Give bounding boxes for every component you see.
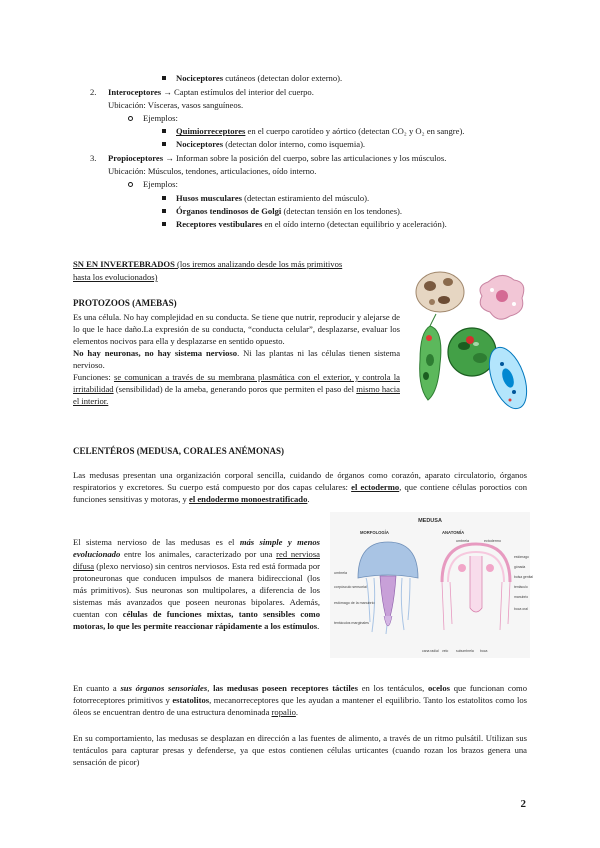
label-cana-radial: cana radial	[422, 649, 439, 653]
label-ectodermo: ectodermo	[484, 539, 501, 543]
label-manubrio: manubrio	[514, 595, 529, 599]
propioceptores-ubicacion: Ubicación: Músculos, tendones, articulaciones, oído interno.	[108, 166, 317, 176]
circle-bullet-icon	[128, 182, 133, 187]
square-bullet-icon	[162, 196, 166, 200]
label-tentaculos-left: tentáculos marginales	[334, 621, 369, 625]
section-heading-invertebrados-line2: hasta los evolucionados)	[73, 272, 158, 282]
label-boca-oral: boca oral	[514, 607, 528, 611]
diagram-right-title: ANATOMÍA	[442, 530, 465, 535]
ejemplos-label: Ejemplos:	[128, 178, 178, 190]
list-item-propioceptores: 3. Propioceptores → Informan sobre la posición del cuerpo, sobre las articulaciones y los músculos.	[90, 153, 447, 163]
diagram-left-title: MORFOLOGÍA	[360, 530, 389, 535]
protozoos-text	[73, 311, 400, 407]
protozoos-paragraph-2: No hay neuronas, no hay sistema nervioso. Ni las plantas ni las células tienen sistema nervioso.	[73, 348, 401, 371]
protozoa-illustration	[410, 268, 530, 428]
square-bullet-icon	[162, 129, 166, 133]
label-bolsa-genital: bolsa genital	[514, 575, 534, 579]
medusa-diagram	[330, 512, 534, 658]
label-tentaculo: tentáculo	[514, 585, 528, 589]
section-title-celenteros: CELENTÉROS (MEDUSA, CORALES ANÉMONAS)	[73, 446, 285, 456]
square-bullet-icon	[162, 76, 166, 80]
interoceptores-ubicacion: Ubicación: Vísceras, vasos sanguíneos.	[108, 100, 244, 110]
label-corpusculo: corpúsculo sensorial	[334, 585, 367, 589]
label-estomago-left: estómago de la manubrio	[334, 601, 375, 605]
ejemplos-label: Ejemplos:	[128, 112, 178, 124]
square-bullet-icon	[162, 142, 166, 146]
section-heading-invertebrados: SN EN INVERTEBRADOS (los iremos analizando desde los más primitivos	[73, 259, 343, 269]
list-item-interoceptores: 2. Interoceptores → Captan estímulos del interior del cuerpo.	[90, 87, 314, 97]
list-item-nociceptores-cutaneos: Nociceptores cutáneos (detectan dolor externo).	[162, 72, 342, 84]
list-item-vestibulares: Receptores vestibulares en el oído interno (detectan equilibrio y aceleración).	[162, 218, 447, 230]
protozoos-paragraph-3: Funciones: se comunican a través de su membrana plasmática con el exterior, y controla la irritabilidad (sensibilidad) de la ameba, generando poros que permiten el paso del mismo hacia el interior.	[73, 372, 400, 407]
section-title-protozoos: PROTOZOOS (AMEBAS)	[73, 298, 177, 308]
label-gonada: gónada	[514, 565, 526, 569]
circle-bullet-icon	[128, 116, 133, 121]
diagram-title: MEDUSA	[418, 518, 442, 524]
list-item-quimiorreceptores: Quimiorreceptores en el cuerpo carotídeo y aórtico (detectan CO₂ y O₂ en sangre).	[162, 125, 464, 137]
label-velo: velo	[442, 649, 449, 653]
protozoos-paragraph-1: Es una célula. No hay complejidad en su conducta. Se tiene que nutrir, reproducir y alejarse de lo que le hace daño.La expresión de su conducta, “conducta celular”, desplazarse, evaluar los elementos nocivos para ella y desplazarse en sentido opuesto.	[73, 312, 400, 347]
label-umbrela-left: umbrela	[334, 571, 347, 575]
celenteros-paragraph-4: En su comportamiento, las medusas se desplazan en dirección a las fuentes de alimento, a través de un ritmo pulsátil. Utilizan sus tentáculos para capturar presas y defenderse, ya que estos contienen células urticantes (cuando rozan los brazos genera una sensación de picor)	[73, 733, 527, 768]
label-estomago-right: estómago	[514, 555, 529, 559]
square-bullet-icon	[162, 222, 166, 226]
list-item-golgi: Órganos tendinosos de Golgi (detectan tensión en los tendones).	[162, 205, 402, 217]
label-subumbrela: subumbrela	[456, 649, 474, 653]
label-boca: boca	[480, 649, 488, 653]
celenteros-paragraph-3: En cuanto a sus órganos sensoriales, las medusas poseen receptores táctiles en los tentáculos, ocelos que funcionan como fotorreceptores primitivos y estatolitos, mecanorreceptores que les ayudan a mantener el equilibrio. Tanto los estatolitos como los óleos se encuentran dentro de una estructura denominada ropalio.	[73, 683, 528, 718]
celenteros-paragraph-2: El sistema nervioso de las medusas es el más simple y menos evolucionado entre los animales, caracterizado por una red nerviosa difusa (plexo nervioso) sin centros nerviosos. Esta red está formada por protoneuronas que conducen impulsos de manera bidireccional (los más primitivos). Sus neuronas son multipolares, a diferencia de los sistemas más avanzados que poseen neuronas bipolares. Además, cuentan con células de funciones mixtas, tanto sensibles como motoras, lo que les permite reaccionar rápidamente a los estímulos.	[73, 537, 321, 632]
list-item-nociceptores-internos: Nociceptores (detectan dolor interno, como isquemia).	[162, 138, 365, 150]
page-number: 2	[520, 798, 526, 810]
list-item-husos: Husos musculares (detectan estiramiento del músculo).	[162, 192, 369, 204]
celenteros-paragraph-1: Las medusas presentan una organización corporal sencilla, cuidando de órganos como corazón, aparato circulatorio, órganos respiratorios y excretores. Su cuerpo está compuesto por dos capas celulares: el ectodermo, que contiene células poroctios con funciones sensitivas y motoras, y el endodermo monoestratificado.	[73, 470, 527, 505]
square-bullet-icon	[162, 209, 166, 213]
label-umbrela-right: umbrela	[456, 539, 469, 543]
